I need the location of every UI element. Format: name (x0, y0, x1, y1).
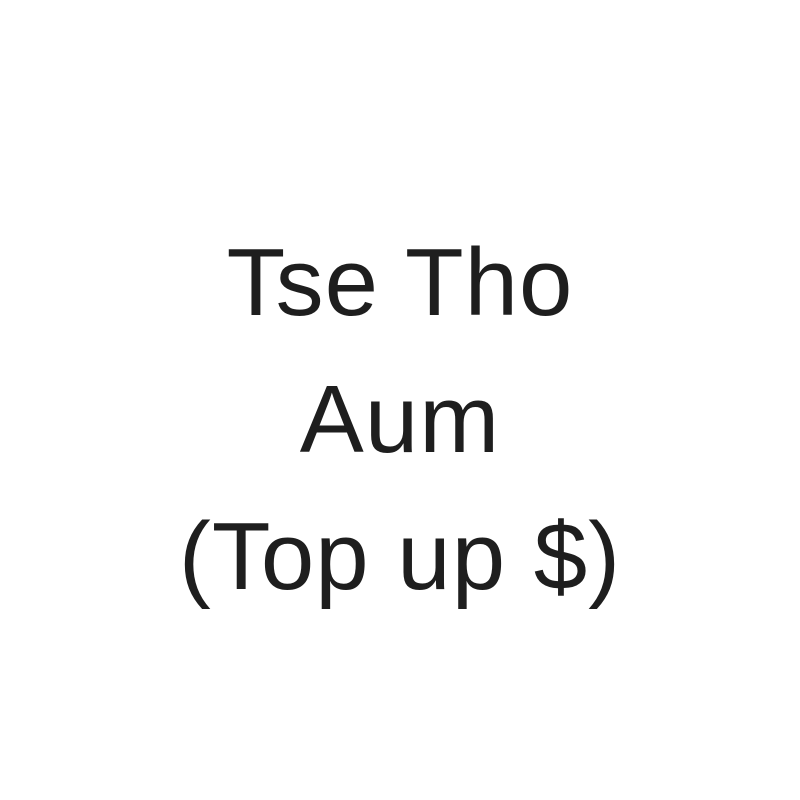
title-line-2: Aum (299, 366, 501, 473)
title-line-1: Tse Tho (226, 229, 574, 336)
product-title (0, 214, 800, 625)
title-line-3: (Top up $) (178, 503, 622, 610)
